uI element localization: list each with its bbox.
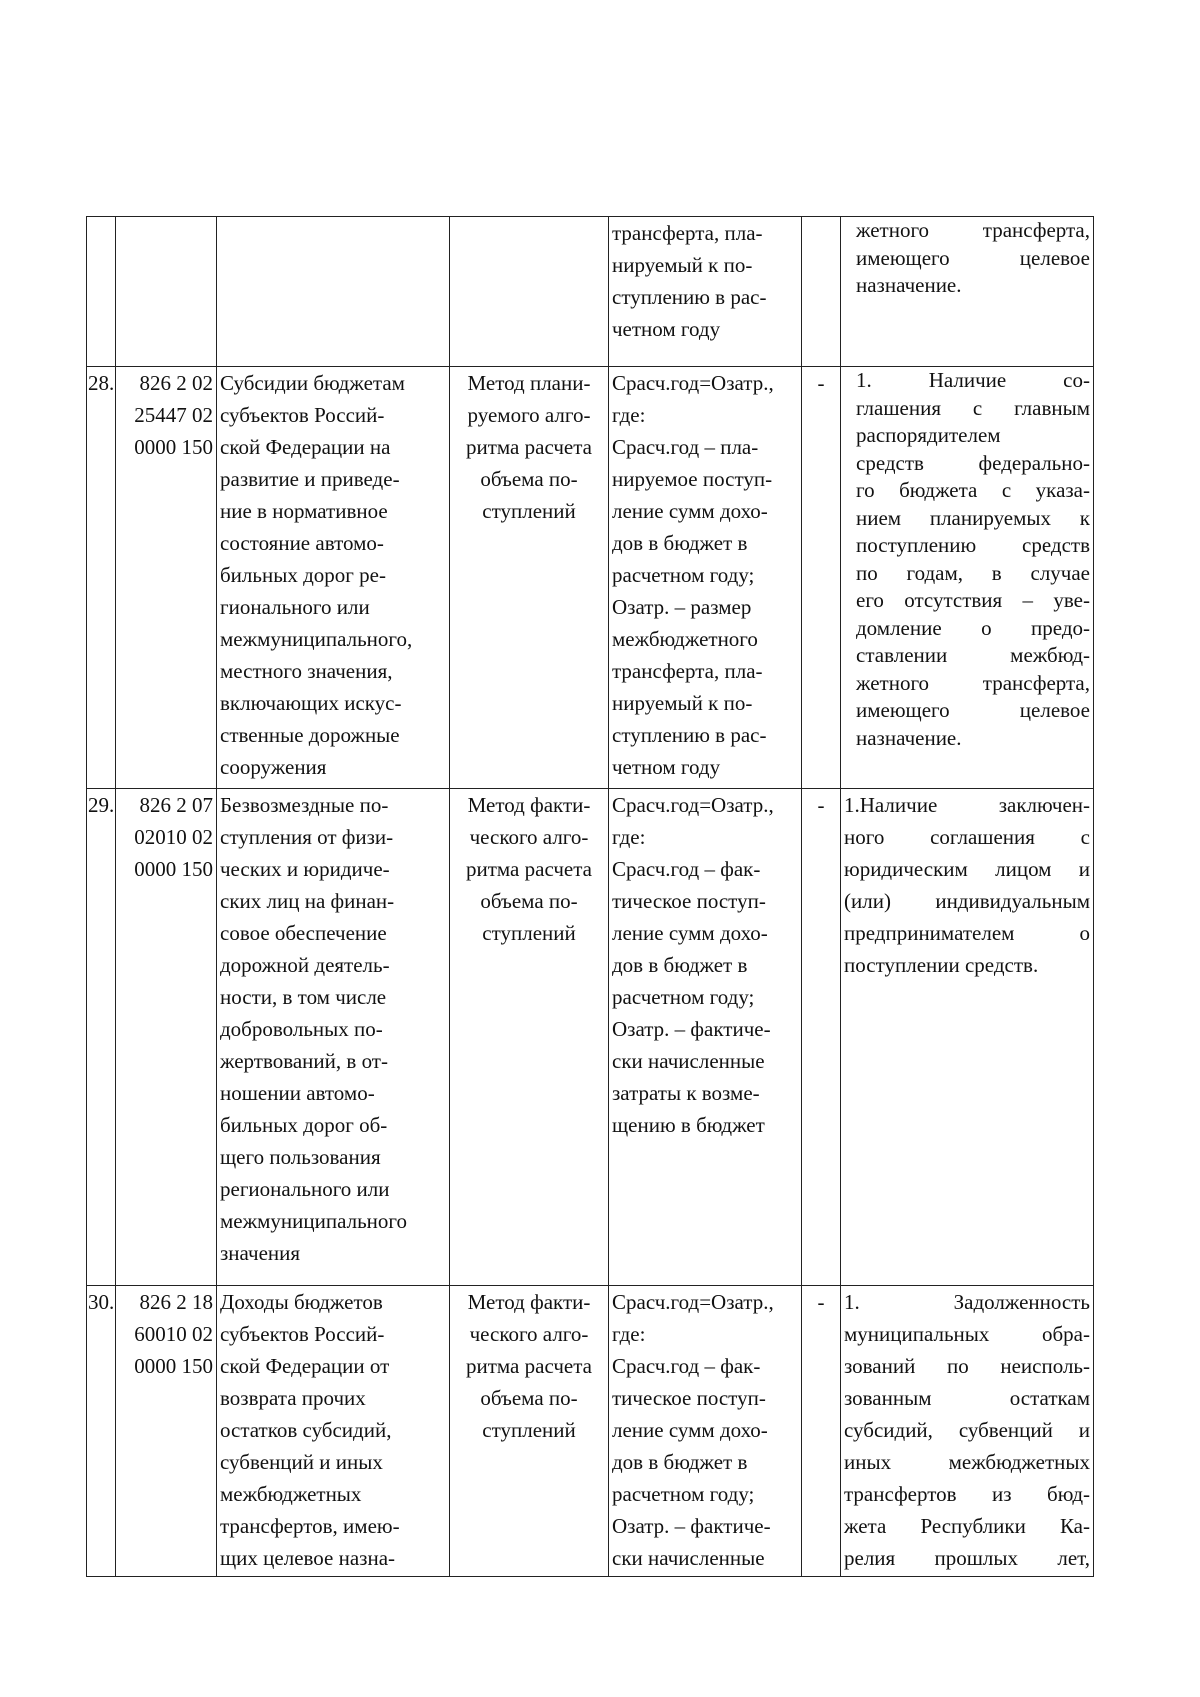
- condition-line: распорядителем: [856, 423, 1001, 447]
- formula-cell: [609, 217, 802, 367]
- condition-line: релия прошлых лет,: [844, 1546, 1090, 1570]
- budget-code-cell: [116, 1286, 217, 1577]
- condition-line: имеющего целевое: [856, 245, 1090, 270]
- dash-cell: [802, 217, 841, 367]
- condition-line: предпринимателем о: [844, 921, 1090, 945]
- calculation-formula: трансферта, пла- нируемый к по- ступлению в рас- четном году: [612, 221, 767, 341]
- formula-cell: [609, 367, 802, 789]
- row-number-cell: 28.: [87, 367, 116, 789]
- condition-cell: [841, 367, 1094, 789]
- condition-line: ставлении межбюд-: [856, 643, 1090, 667]
- condition-line: имеющего целевое: [856, 698, 1090, 722]
- condition-line: нием планируемых к: [856, 505, 1090, 530]
- table-body: [87, 217, 1094, 1577]
- table-row: [87, 367, 1094, 789]
- condition-line: (или) индивидуальным: [844, 889, 1090, 913]
- condition-line: юридическим лицом и: [844, 857, 1090, 881]
- formula-cell: [609, 789, 802, 1286]
- calculation-formula: Срасч.год=Озатр., где: Срасч.год – фак- тическое поступ- ление сумм дохо- дов в бюджет в расчетном году; Озатр. – фактиче- ски начисленные: [612, 1290, 774, 1570]
- condition-line: ного соглашения с: [844, 825, 1090, 849]
- budget-code: 826 2 02 25447 02 0000 150: [134, 371, 213, 459]
- table-row: [87, 1286, 1094, 1577]
- row-number-cell: [87, 217, 116, 367]
- revenue-table: [86, 216, 1094, 1577]
- revenue-name-cell: [217, 217, 450, 367]
- method-cell: [450, 1286, 609, 1577]
- calculation-method: Метод факти- ческого алго- ритма расчета объема по- ступлений: [466, 1290, 592, 1442]
- budget-code-cell: [116, 789, 217, 1286]
- condition-line: 1.Наличие заключен-: [844, 793, 1090, 817]
- table-row: [87, 789, 1094, 1286]
- condition-line: поступлению средств: [856, 533, 1090, 557]
- table-row: [87, 217, 1094, 367]
- formula-cell: [609, 1286, 802, 1577]
- condition-line: домление о предо-: [856, 615, 1090, 640]
- condition-line: по годам, в случае: [856, 560, 1090, 585]
- condition-cell: [841, 1286, 1094, 1577]
- budget-code-cell: [116, 367, 217, 789]
- condition-line: назначение.: [856, 273, 962, 297]
- calculation-method: Метод плани- руемого алго- ритма расчета объема по- ступлений: [466, 371, 592, 523]
- condition-cell: [841, 789, 1094, 1286]
- method-cell: [450, 217, 609, 367]
- row-number-cell: 30.: [87, 1286, 116, 1577]
- condition-line: зованным остаткам: [844, 1386, 1090, 1410]
- condition-line: жетного трансферта,: [856, 218, 1090, 242]
- calculation-formula: Срасч.год=Озатр., где: Срасч.год – пла- нируемое поступ- ление сумм дохо- дов в бюджет в расчетном году; Озатр. – размер межбюджетного трансферта, пла- нируемый к по- ступлению в рас- четном году: [612, 371, 774, 779]
- condition-line: глашения с главным: [856, 395, 1090, 420]
- dash-cell: -: [802, 1286, 841, 1577]
- condition-line: иных межбюджетных: [844, 1450, 1090, 1474]
- condition-cell: [841, 217, 1094, 367]
- revenue-name: Субсидии бюджетам субъектов Россий- ской Федерации на развитие и приведе- ние в нормативное состояние автомо- бильных дорог ре- гионального или межмуниципального, местного значения, включающих искус- ственные дорожные сооружения: [220, 371, 413, 779]
- revenue-name-cell: [217, 789, 450, 1286]
- revenue-name-cell: [217, 367, 450, 789]
- condition-line: го бюджета с указа-: [856, 478, 1090, 502]
- revenue-name: Безвозмездные по- ступления от физи- ческих и юридиче- ских лиц на финан- совое обеспечение дорожной деятель- ности, в том числе добровольных по- жертвований, в от- ношении автомо- бильных дорог об- щего пользования регионального или межмуниципального значения: [220, 793, 407, 1265]
- budget-code: 826 2 18 60010 02 0000 150: [134, 1290, 213, 1378]
- dash-cell: -: [802, 367, 841, 789]
- condition-line: 1. Наличие со-: [856, 368, 1090, 392]
- condition-line: средств федерально-: [856, 450, 1090, 475]
- row-number-cell: 29.: [87, 789, 116, 1286]
- condition-line: жетного трансферта,: [856, 670, 1090, 695]
- condition-line: трансфертов из бюд-: [844, 1482, 1090, 1506]
- condition-line: субсидий, субвенций и: [844, 1418, 1090, 1442]
- budget-code-cell: [116, 217, 217, 367]
- budget-code: 826 2 07 02010 02 0000 150: [134, 793, 213, 881]
- method-cell: [450, 367, 609, 789]
- condition-line: его отсутствия – уве-: [856, 588, 1090, 612]
- calculation-method: Метод факти- ческого алго- ритма расчета объема по- ступлений: [466, 793, 592, 945]
- revenue-name-cell: [217, 1286, 450, 1577]
- condition-line: 1. Задолженность: [844, 1290, 1090, 1314]
- condition-line: жета Республики Ка-: [844, 1514, 1090, 1538]
- revenue-name: Доходы бюджетов субъектов Россий- ской Федерации от возврата прочих остатков субсидий, субвенций и иных межбюджетных трансфертов, имею- щих целевое назна-: [220, 1290, 400, 1570]
- condition-line: муниципальных обра-: [844, 1322, 1090, 1346]
- dash-cell: -: [802, 789, 841, 1286]
- method-cell: [450, 789, 609, 1286]
- condition-line: поступлении средств.: [844, 953, 1039, 977]
- calculation-formula: Срасч.год=Озатр., где: Срасч.год – фак- тическое поступ- ление сумм дохо- дов в бюджет в расчетном году; Озатр. – фактиче- ски начисленные затраты к возме- щению в бюджет: [612, 793, 774, 1137]
- condition-line: назначение.: [856, 725, 962, 750]
- condition-line: зований по неисполь-: [844, 1354, 1090, 1378]
